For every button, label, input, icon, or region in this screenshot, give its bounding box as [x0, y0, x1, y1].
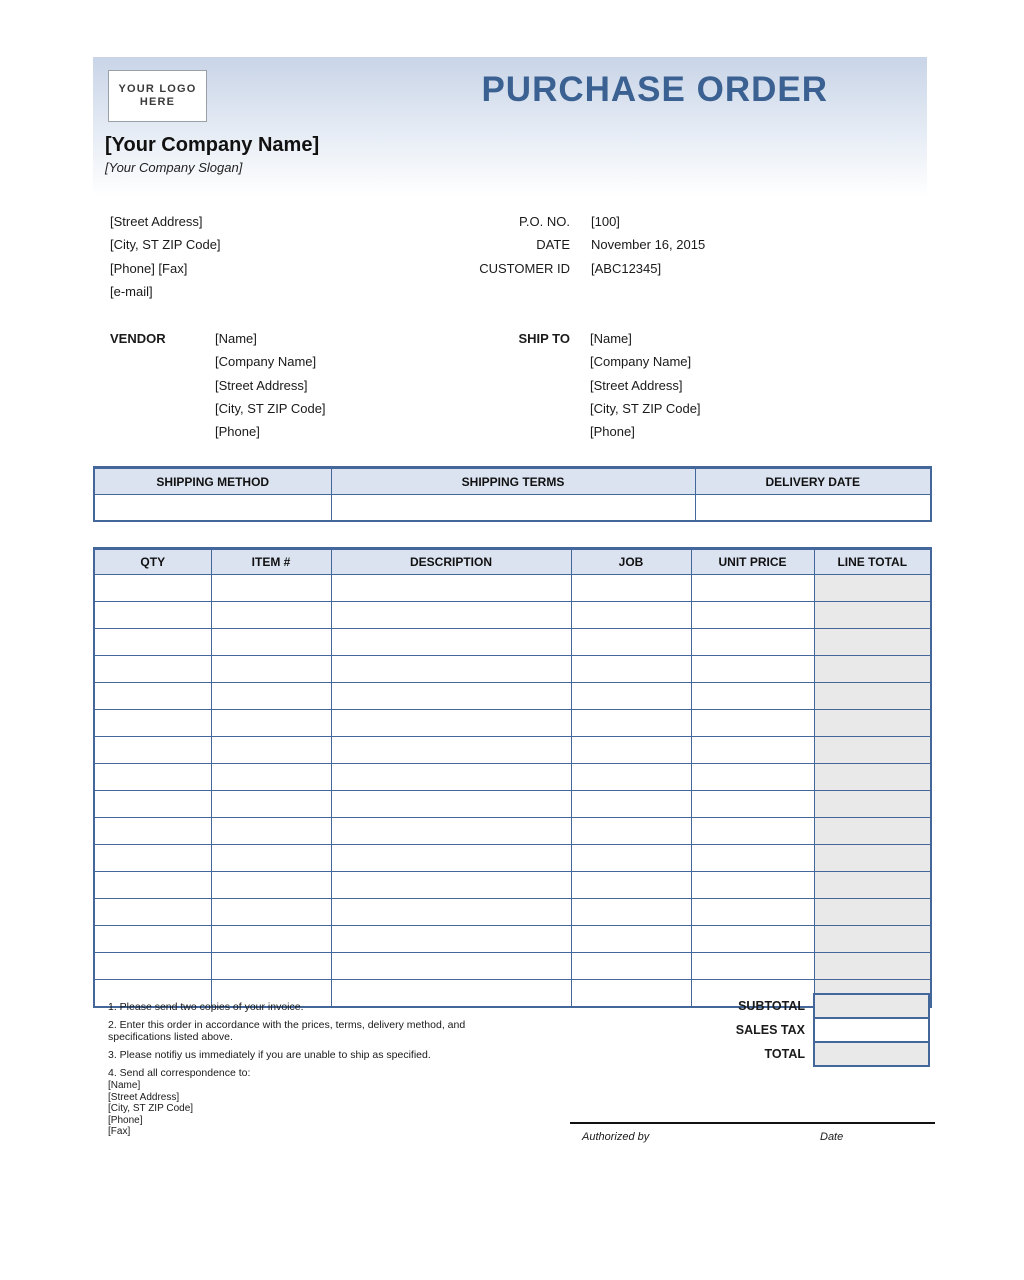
- table-cell-unit-price[interactable]: [691, 764, 814, 791]
- table-row: [94, 629, 931, 656]
- table-cell-line-total[interactable]: [814, 926, 931, 953]
- table-cell-job[interactable]: [571, 683, 691, 710]
- table-cell-unit-price[interactable]: [691, 656, 814, 683]
- authorized-by-label: Authorized by: [582, 1131, 650, 1143]
- vendor-address-block: [215, 331, 326, 447]
- correspondence-line: [Fax]: [108, 1126, 131, 1138]
- table-row: [94, 656, 931, 683]
- column-header-unit-price: UNIT PRICE: [691, 549, 814, 575]
- total-row: [600, 1017, 930, 1043]
- correspondence-line: [Name]: [108, 1080, 141, 1091]
- table-cell-item[interactable]: [211, 953, 331, 980]
- ship-to-address-line: [City, ST ZIP Code]: [590, 400, 701, 416]
- company-address-line: [City, ST ZIP Code]: [110, 237, 221, 253]
- table-row: [94, 602, 931, 629]
- table-cell-job[interactable]: [571, 791, 691, 818]
- table-cell-qty[interactable]: [94, 872, 211, 899]
- order-items-table: [93, 547, 932, 1008]
- table-cell-item[interactable]: [211, 575, 331, 602]
- table-cell-qty[interactable]: [94, 818, 211, 845]
- table-cell-job[interactable]: [571, 845, 691, 872]
- order-info-value: November 16, 2015: [591, 237, 706, 253]
- ship-to-address-line: [Street Address]: [590, 377, 683, 393]
- table-cell-description[interactable]: [331, 899, 571, 926]
- table-cell-unit-price[interactable]: [691, 926, 814, 953]
- table-cell-item[interactable]: [211, 791, 331, 818]
- ship-to-address-line: [Company Name]: [590, 354, 692, 370]
- correspondence-address-block: [108, 1080, 193, 1138]
- vendor-address-line: [Phone]: [215, 424, 260, 440]
- table-cell-item[interactable]: [211, 818, 331, 845]
- table-cell-line-total[interactable]: [814, 683, 931, 710]
- ship-to-address-line: [Phone]: [590, 424, 635, 440]
- table-cell-item[interactable]: [211, 926, 331, 953]
- table-row: [94, 791, 931, 818]
- order-info-label: DATE: [536, 237, 570, 253]
- table-cell-job[interactable]: [571, 629, 691, 656]
- order-info-block: [400, 214, 830, 284]
- sales-tax-label: SALES TAX: [735, 1023, 805, 1037]
- table-cell-item[interactable]: [211, 872, 331, 899]
- signature-line: [570, 1122, 935, 1124]
- table-cell-qty[interactable]: [94, 791, 211, 818]
- vendor-address-line: [Company Name]: [215, 354, 317, 370]
- company-address-line: [Street Address]: [110, 214, 203, 229]
- table-cell-description[interactable]: [331, 845, 571, 872]
- table-cell-job[interactable]: [571, 899, 691, 926]
- table-cell-unit-price[interactable]: [691, 629, 814, 656]
- table-cell-unit-price[interactable]: [691, 575, 814, 602]
- table-cell-description[interactable]: [331, 791, 571, 818]
- table-cell-qty[interactable]: [94, 710, 211, 737]
- column-header-shipping-terms: SHIPPING TERMS: [331, 468, 695, 495]
- table-cell-job[interactable]: [571, 926, 691, 953]
- table-cell-line-total[interactable]: [814, 602, 931, 629]
- table-row: [94, 845, 931, 872]
- table-cell-description[interactable]: [331, 764, 571, 791]
- table-row: [94, 953, 931, 980]
- column-header-item: ITEM #: [211, 549, 331, 575]
- vendor-address-line: [Name]: [215, 331, 257, 346]
- company-name: [Your Company Name]: [105, 134, 320, 156]
- totals-block: [600, 993, 930, 1067]
- table-cell-description[interactable]: [331, 872, 571, 899]
- correspondence-line: [Phone]: [108, 1114, 143, 1126]
- table-cell-line-total[interactable]: [814, 629, 931, 656]
- table-cell-unit-price[interactable]: [691, 845, 814, 872]
- logo-text-line2: HERE: [139, 96, 176, 108]
- table-cell-item[interactable]: [211, 764, 331, 791]
- table-cell-qty[interactable]: [94, 764, 211, 791]
- table-cell-line-total[interactable]: [814, 818, 931, 845]
- column-header-delivery-date: DELIVERY DATE: [695, 468, 931, 495]
- table-cell-item[interactable]: [211, 845, 331, 872]
- table-cell-description[interactable]: [331, 953, 571, 980]
- notes-list: [108, 1001, 516, 1085]
- table-cell-job[interactable]: [571, 764, 691, 791]
- note-line: 2. Enter this order in accordance with the prices, terms, delivery method, and specifications listed above.: [108, 1018, 466, 1044]
- table-row: [94, 737, 931, 764]
- vendor-address-line: [City, ST ZIP Code]: [215, 400, 326, 416]
- table-cell-qty[interactable]: [94, 845, 211, 872]
- table-row: [94, 926, 931, 953]
- table-cell-qty[interactable]: [94, 953, 211, 980]
- vendor-label: VENDOR: [110, 331, 166, 346]
- column-header-line-total: LINE TOTAL: [814, 549, 931, 575]
- table-cell-unit-price[interactable]: [691, 710, 814, 737]
- table-cell-line-total[interactable]: [814, 899, 931, 926]
- note-line: 1. Please send two copies of your invoice.: [108, 1001, 304, 1013]
- correspondence-line: [Street Address]: [108, 1091, 180, 1103]
- ship-to-address-line: [Name]: [590, 331, 632, 346]
- table-cell-line-total[interactable]: [814, 953, 931, 980]
- table-cell-qty[interactable]: [94, 899, 211, 926]
- table-cell-unit-price[interactable]: [691, 953, 814, 980]
- table-cell-line-total[interactable]: [814, 791, 931, 818]
- table-cell-description[interactable]: [331, 710, 571, 737]
- table-cell-item[interactable]: [211, 899, 331, 926]
- table-cell-description[interactable]: [331, 602, 571, 629]
- column-header-description: DESCRIPTION: [331, 549, 571, 575]
- table-cell-job[interactable]: [571, 737, 691, 764]
- table-cell-description[interactable]: [331, 818, 571, 845]
- table-row: [94, 683, 931, 710]
- table-cell-description[interactable]: [331, 629, 571, 656]
- company-address-line: [Phone] [Fax]: [110, 260, 188, 276]
- table-cell-item[interactable]: [211, 683, 331, 710]
- table-cell-job[interactable]: [571, 872, 691, 899]
- table-cell-shipping-method[interactable]: [94, 495, 331, 522]
- table-cell-description[interactable]: [331, 575, 571, 602]
- table-cell-line-total[interactable]: [814, 737, 931, 764]
- table-cell-shipping-terms[interactable]: [331, 495, 695, 522]
- table-cell-line-total[interactable]: [814, 710, 931, 737]
- table-row: [94, 710, 931, 737]
- table-cell-line-total[interactable]: [814, 845, 931, 872]
- signature-block: [570, 1122, 935, 1154]
- table-cell-unit-price[interactable]: [691, 899, 814, 926]
- table-cell-qty[interactable]: [94, 926, 211, 953]
- table-cell-unit-price[interactable]: [691, 791, 814, 818]
- page-title: PURCHASE ORDER: [481, 70, 828, 109]
- table-cell-job[interactable]: [571, 656, 691, 683]
- table-row: [94, 495, 931, 522]
- table-cell-unit-price[interactable]: [691, 683, 814, 710]
- table-cell-line-total[interactable]: [814, 575, 931, 602]
- table-cell-qty[interactable]: [94, 629, 211, 656]
- table-row: [94, 818, 931, 845]
- table-cell-description[interactable]: [331, 683, 571, 710]
- table-cell-qty[interactable]: [94, 737, 211, 764]
- table-cell-item[interactable]: [211, 629, 331, 656]
- table-row: [94, 575, 931, 602]
- table-cell-description[interactable]: [331, 926, 571, 953]
- order-info-row: [400, 214, 830, 237]
- table-cell-line-total[interactable]: [814, 656, 931, 683]
- table-cell-job[interactable]: [571, 575, 691, 602]
- order-info-value: [100]: [591, 214, 620, 229]
- table-cell-item[interactable]: [211, 737, 331, 764]
- company-slogan: [Your Company Slogan]: [105, 160, 243, 175]
- order-info-value: [ABC12345]: [591, 260, 662, 276]
- note-line: 4. Send all correspondence to:: [108, 1067, 251, 1079]
- table-row: [94, 899, 931, 926]
- column-header-shipping-method: SHIPPING METHOD: [94, 468, 331, 495]
- order-info-row: [400, 261, 830, 284]
- total-label: TOTAL: [764, 1047, 805, 1061]
- logo-text-line1: YOUR LOGO: [118, 83, 197, 95]
- table-cell-job[interactable]: [571, 710, 691, 737]
- table-cell-unit-price[interactable]: [691, 737, 814, 764]
- order-info-row: [400, 237, 830, 260]
- order-info-label: P.O. NO.: [518, 214, 570, 229]
- table-cell-description[interactable]: [331, 656, 571, 683]
- order-info-label: CUSTOMER ID: [479, 260, 570, 276]
- table-row: [94, 872, 931, 899]
- column-header-job: JOB: [571, 549, 691, 575]
- note-line: 3. Please notifiy us immediately if you are unable to ship as specified.: [108, 1049, 431, 1062]
- table-row: [94, 764, 931, 791]
- table-cell-job[interactable]: [571, 953, 691, 980]
- total-value-box[interactable]: [813, 1041, 930, 1067]
- table-cell-unit-price[interactable]: [691, 602, 814, 629]
- sales-tax-value-box[interactable]: [813, 1017, 930, 1043]
- column-header-qty: QTY: [94, 549, 211, 575]
- table-cell-item[interactable]: [211, 602, 331, 629]
- company-address-block: [110, 214, 221, 307]
- subtotal-label: SUBTOTAL: [738, 999, 805, 1013]
- table-cell-unit-price[interactable]: [691, 818, 814, 845]
- table-cell-delivery-date[interactable]: [695, 495, 931, 522]
- total-row: [600, 1041, 930, 1067]
- table-cell-item[interactable]: [211, 656, 331, 683]
- ship-to-label: SHIP TO: [518, 331, 570, 346]
- ship-to-address-block: [590, 331, 701, 447]
- subtotal-value-box[interactable]: [813, 993, 930, 1019]
- table-cell-qty[interactable]: [94, 575, 211, 602]
- correspondence-line: [City, ST ZIP Code]: [108, 1103, 194, 1115]
- table-cell-description[interactable]: [331, 737, 571, 764]
- table-cell-job[interactable]: [571, 602, 691, 629]
- shipping-info-table: [93, 466, 932, 522]
- vendor-address-line: [Street Address]: [215, 377, 308, 393]
- table-cell-item[interactable]: [211, 710, 331, 737]
- date-label: Date: [820, 1131, 844, 1143]
- table-cell-qty[interactable]: [94, 656, 211, 683]
- table-cell-unit-price[interactable]: [691, 872, 814, 899]
- company-address-line: [e-mail]: [110, 283, 153, 299]
- table-cell-line-total[interactable]: [814, 872, 931, 899]
- table-cell-qty[interactable]: [94, 683, 211, 710]
- total-row: [600, 993, 930, 1019]
- table-cell-qty[interactable]: [94, 602, 211, 629]
- table-cell-job[interactable]: [571, 818, 691, 845]
- table-cell-line-total[interactable]: [814, 764, 931, 791]
